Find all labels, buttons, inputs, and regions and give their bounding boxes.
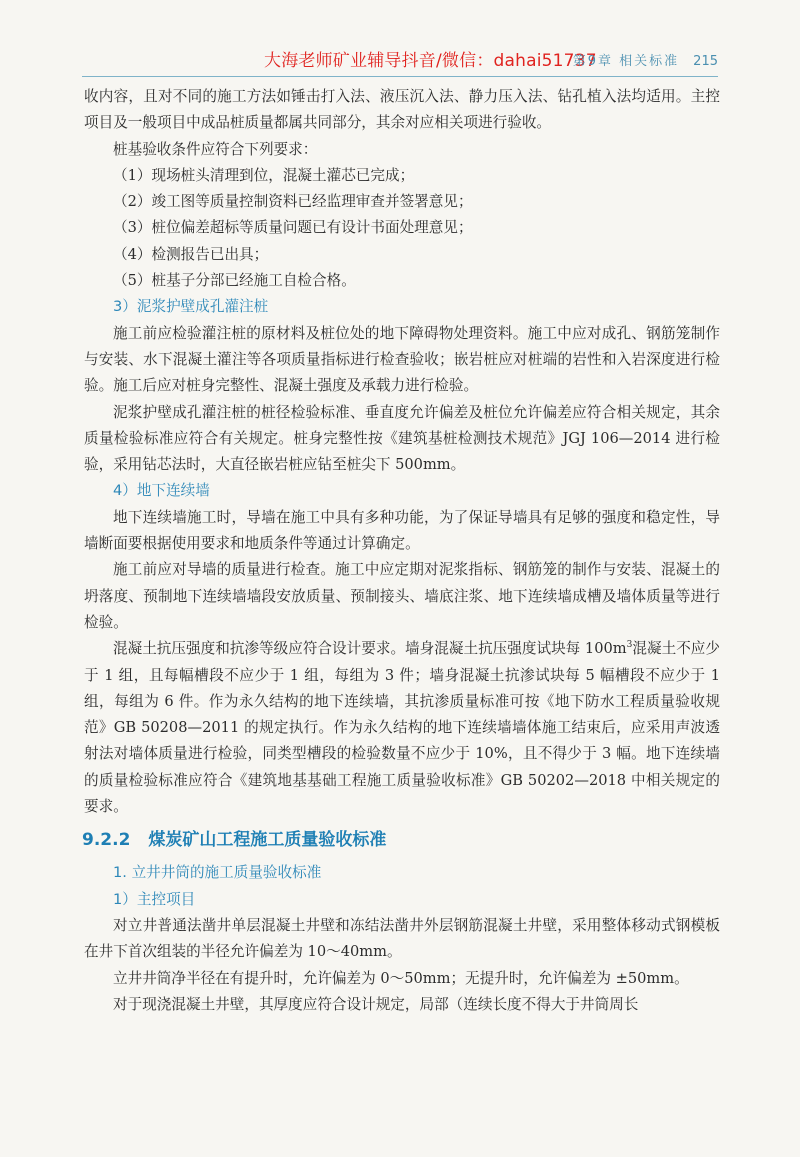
paragraph: 立井井筒净半径在有提升时，允许偏差为 0～50mm；无提升时，允许偏差为 ±50mm。: [113, 969, 689, 987]
list-item: （1）现场桩头清理到位，混凝土灌芯已完成；: [113, 166, 415, 184]
section-title: 煤炭矿山工程施工质量验收标准: [148, 830, 387, 851]
paragraph-part: 混凝土不应少于 1 组，且每幅槽段不应少于 1 组，每组为 3 件；墙身混凝土抗渗试块每 5 幅槽段不应少于 1 组，每组为 6 件。作为永久结构的地下连续墙，其抗渗质量标准可按《地下防水工程质量验收规范》GB 50208—2011 的规定执行。作为永久结构的地下连续墙墙体施工结束后，应采用声波透射法对墙体质量进行检验，同类型槽段的检验数量不应少于 10%，且不得少于 3 幅。地下连续墙的质量检验标准应符合《建筑地基基础工程施工质量验收标准》GB 50202—2018 中相关规定的要求。: [84, 640, 720, 816]
page-body: [84, 84, 720, 1018]
paragraph: 施工前应检验灌注桩的原材料及桩位处的地下障碍物处理资料。施工中应对成孔、钢筋笼制作与安装、水下混凝土灌注等各项质量指标进行检查验收；嵌岩桩应对桩端的岩性和入岩深度进行检验。施工后应对桩身完整性、混凝土强度及承载力进行检验。: [84, 324, 720, 395]
section-heading: [82, 820, 720, 860]
subheading-main-control: 1）主控项目: [113, 890, 196, 908]
paragraph: 施工前应对导墙的质量进行检查。施工中应定期对泥浆指标、钢筋笼的制作与安装、混凝土的坍落度、预制地下连续墙墙段安放质量、预制接头、墙底注浆、地下连续墙成槽及墙体质量等进行检验。: [84, 561, 720, 631]
chapter-title: 第9章 相关标准: [572, 54, 680, 69]
list-item: （2）竣工图等质量控制资料已经监理审查并签署意见；: [113, 193, 473, 211]
list-item: （5）桩基子分部已经施工自检合格。: [113, 272, 356, 290]
paragraph: [84, 636, 720, 820]
running-head: [573, 50, 718, 69]
paragraph: 对立井普通法凿井单层混凝土井壁和冻结法凿井外层钢筋混凝土井壁，采用整体移动式钢模板在井下首次组装的半径允许偏差为 10～40mm。: [84, 916, 720, 961]
page-header: [82, 40, 718, 77]
subheading-bored-pile: 3）泥浆护壁成孔灌注桩: [113, 298, 269, 316]
paragraph: 对于现浇混凝土井壁，其厚度应符合设计规定，局部（连续长度不得大于井筒周长: [113, 995, 639, 1013]
subheading-shaft: 1. 立井井筒的施工质量验收标准: [113, 864, 322, 882]
subheading-diaphragm-wall: 4）地下连续墙: [113, 482, 210, 500]
section-number: 9.2.2: [82, 830, 131, 851]
paragraph: 收内容，且对不同的施工方法如锤击打入法、液压沉入法、静力压入法、钻孔植入法均适用。主控项目及一般项目中成品桩质量都属共同部分，其余对应相关项进行验收。: [84, 88, 720, 132]
paragraph: 泥浆护壁成孔灌注桩的桩径检验标准、垂直度允许偏差及桩位允许偏差应符合相关规定，其余质量检验标准应符合有关规定。桩身完整性按《建筑基桩检测技术规范》JGJ 106—2014 进行检验，采用钻芯法时，大直径嵌岩桩应钻至桩尖下 500mm。: [84, 403, 720, 474]
paragraph: 桩基验收条件应符合下列要求：: [113, 140, 318, 158]
list-item: （4）检测报告已出具；: [113, 245, 269, 263]
superscript: 3: [626, 640, 633, 651]
page-number: 215: [693, 54, 718, 69]
watermark-text: 大海老师矿业辅导抖音/微信：dahai51737: [264, 51, 597, 71]
paragraph: 地下连续墙施工时，导墙在施工中具有多种功能，为了保证导墙具有足够的强度和稳定性，导墙断面要根据使用要求和地质条件等通过计算确定。: [84, 508, 720, 553]
list-item: （3）桩位偏差超标等质量问题已有设计书面处理意见；: [113, 219, 473, 237]
paragraph-part: 混凝土抗压强度和抗渗等级应符合设计要求。墙身混凝土抗压强度试块每 100m: [113, 640, 627, 658]
